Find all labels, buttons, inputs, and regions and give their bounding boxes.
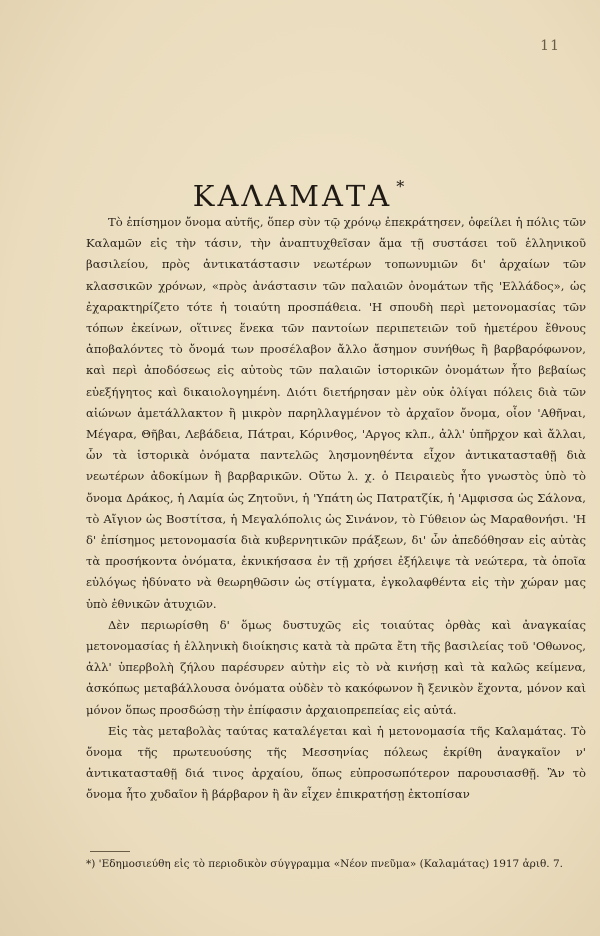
- paragraph-2: Δὲν περιωρίσθη δ' ὅμως δυστυχῶς εἰς τοιαύτας ὀρθὰς καὶ ἀναγκαίας μετονομασίας ἡ ἑλληνικὴ διοίκησις κατὰ τὰ πρῶτα ἔτη τῆς βασιλείας τοῦ 'Οθωνος, ἀλλ' ὑπερβολὴ ζήλου παρέσυρεν αὐτὴν εἰς τὸ νὰ κινήσῃ καὶ τὰ καλῶς κείμενα, ἀσκόπως μεταβάλλουσα ὀνόματα οὐδὲν τὸ κακόφωνον ἢ ξενικὸν ἔχοντα, μόνον καὶ μόνον ὅπως προσδώσῃ τὴν ἐπίφασιν ἀρχαιοπρεπείας εἰς αὐτά.: [86, 617, 586, 717]
- footnote: *) 'Εδημοσιεύθη εἰς τὸ περιοδικὸν σύγγραμμα «Νέον πνεῦμα» (Καλαμάτας) 1917 ἀριθ. 7.: [86, 858, 563, 870]
- chapter-title: [0, 179, 600, 213]
- paragraph-3: Εἰς τὰς μεταβολὰς ταύτας καταλέγεται καὶ ἡ μετονομασία τῆς Καλαμάτας. Τὸ ὄνομα τῆς πρωτευούσης τῆς Μεσσηνίας πόλεως ἐκρίθη ἀναγκαῖον ν' ἀντικατασταθῇ διά τινος ἀρχαίου, ὅπως εὐπροσωπότερον παρουσιασθῇ. Ἂν τὸ ὄνομα ἦτο χυδαῖον ἢ βάρβαρον ἢ ἂν εἶχεν ἐπικρατήσῃ ἐκτοπίσαν: [86, 723, 586, 802]
- footnote-divider: [90, 851, 130, 852]
- chapter-title-text: ΚΑΛΑΜΑΤΑ: [192, 179, 393, 214]
- paragraph-1: Τὸ ἐπίσημον ὄνομα αὐτῆς, ὅπερ σὺν τῷ χρόνῳ ἐπεκράτησεν, ὀφείλει ἡ πόλις τῶν Καλαμῶν εἰς τὴν τάσιν, τὴν ἀναπτυχθεῖσαν ἅμα τῇ συστάσει τοῦ ἑλληνικοῦ βασιλείου, πρὸς ἀντικατάστασιν νεωτέρων τοπωνυμιῶν δι' ἀρχαίων τῶν κλασσικῶν χρόνων, «πρὸς ἀνάστασιν τῶν παλαιῶν ὀνομάτων τῆς 'Ελλάδος», ὡς ἐχαρακτηρίζετο τότε ἡ τοιαύτη προσπάθεια. 'Η σπουδὴ περὶ μετονομασίας τῶν τόπων ἐκείνων, οἵτινες ἕνεκα τῶν παντοίων περιπετειῶν τοῦ ἡμετέρου ἔθνους ἀποβαλόντες τὸ ὄνομά των προσέλαβον ἄλλο ἄσημον συνήθως ἢ βαρβαρόφωνον, καὶ περὶ ἀποδόσεως εἰς αὐτοὺς τῶν παλαιῶν ἱστορικῶν ὀνομάτων ἦτο βεβαίως εὐεξήγητος καὶ δικαιολογημένη. Διότι διετήρησαν μὲν οὐκ ὀλίγαι πόλεις διὰ τῶν αἰώνων ἀμετάλλακτον ἢ μικρὸν παρηλλαγμένον τὸ ἀρχαῖον ὄνομα, οἷον 'Αθῆναι, Μέγαρα, Θῆβαι, Λεβάδεια, Πάτραι, Κόρινθος, 'Αργος κλπ., ἀλλ' ὑπῆρχον καὶ ἄλλαι, ὧν τὰ ἱστορικὰ ὀνόματα παντελῶς λησμονηθέντα εἶχον ἀντικατασταθῇ διὰ νεωτέρων ἀδοκίμων ἢ βαρβαρικῶν. Οὕτω λ. χ. ὁ Πειραιεὺς ἦτο γνωστὸς ὑπὸ τὸ ὄνομα Δράκος, ἡ Λαμία ὡς Ζητοῦνι, ἡ 'Υπάτη ὡς Πατρατζίκ, ἡ 'Αμφισσα ὡς Σάλονα, τὸ Αἴγιον ὡς Βοστίτσα, ἡ Μεγαλόπολις ὡς Σινάνον, τὸ Γύθειον ὡς Μαραθονήσι. 'Η δ' ἐπίσημος μετονομασία διὰ κυβερνητικῶν πράξεων, δι' ὧν ἀπεδόθησαν εἰς αὐτὰς τὰ προσήκοντα ὀνόματα, ἐκνικήσασα ἐν τῇ χρήσει ἐξήλειψε τὰ νεώτερα, τὰ ὁποῖα εὐλόγως ἠδύνατο νὰ θεωρηθῶσιν ὡς στίγματα, ἐγκολαφθέντα εἰς τὴν χώραν μας ὑπὸ ἐθνικῶν ἀτυχιῶν.: [86, 215, 586, 611]
- page-number: 11: [540, 38, 560, 54]
- body-text: [86, 212, 586, 806]
- footnote-marker: *: [396, 177, 408, 197]
